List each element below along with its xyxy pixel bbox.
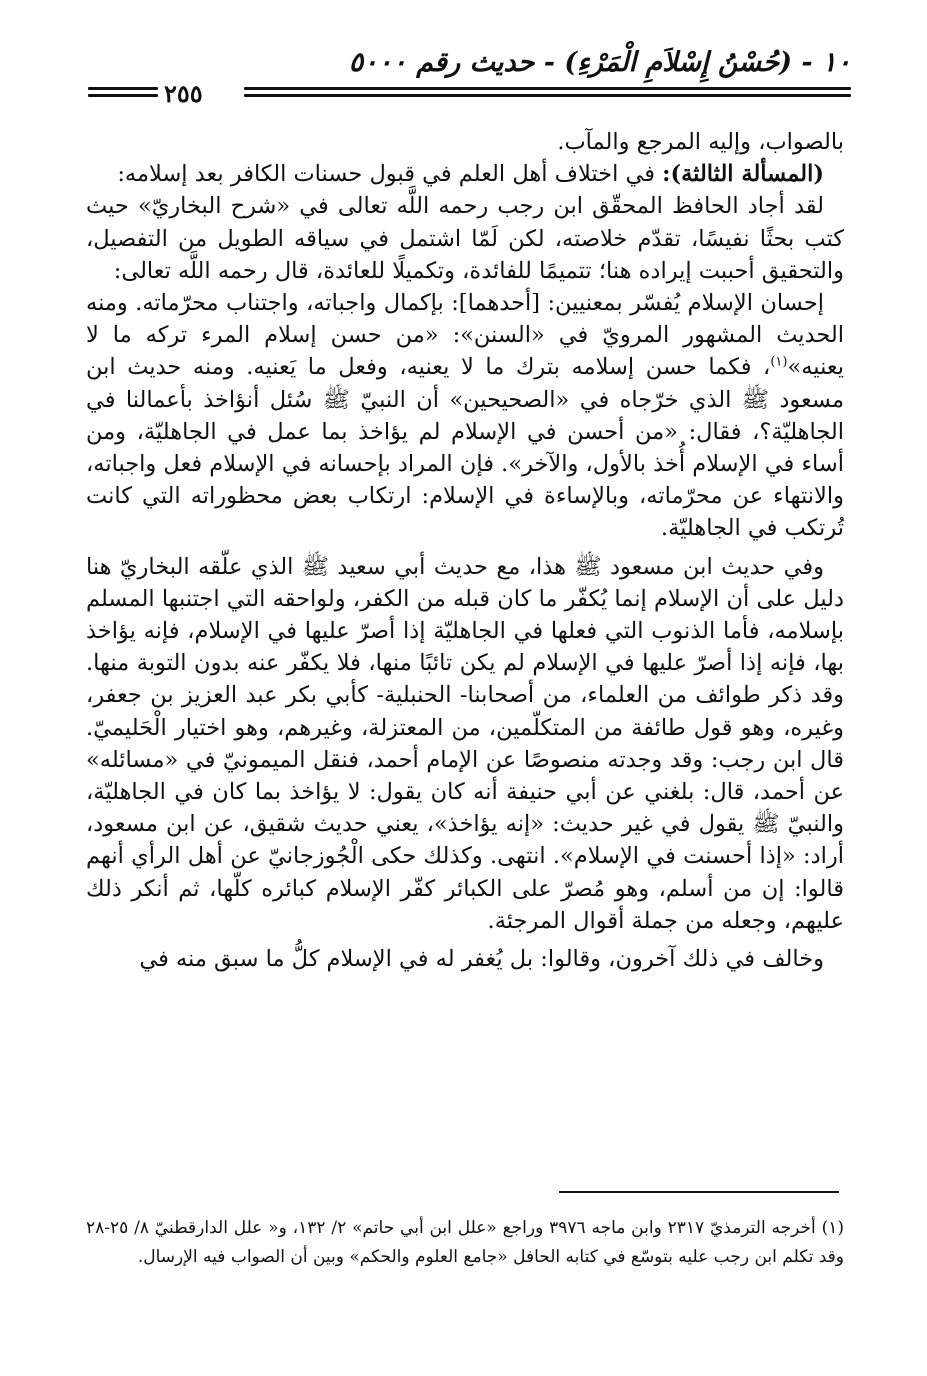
paragraph-section-heading <box>86 158 844 190</box>
paragraph-text-cont: ، فكما حسن إسلامه بترك ما لا يعنيه، وفعل ما يَعنيه. ومنه حديث ابن مسعود ﷺ الذي خرّجاه في «الصحيحين» أن النبيّ ﷺ سُئل أنؤاخذ بأعمالنا في الجاهليّة؟، فقال: «من أحسن في الإسلام لم يؤاخذ بما عمل في الجاهليّة، ومن أساء في الإسلام أُخذ بالأول، والآخر». فإن المراد بإحسانه في الإسلام فعل واجباته، والانتهاء عن محرّماته، وبالإساءة في الإسلام: ارتكاب بعض محظوراته التي كانت تُرتكب في الجاهليّة. <box>86 354 844 542</box>
paragraph-quote <box>86 287 844 545</box>
paragraph-intro <box>86 190 844 287</box>
paragraph-text: بالصواب، وإليه المرجع والمآب. <box>557 129 844 155</box>
chapter-title: ١٠ - (حُسْنُ إِسْلاَمِ الْمَرْءِ) - حديث رقم ٥٠٠٠ <box>348 47 851 78</box>
main-text <box>86 126 844 975</box>
header-rule-long <box>244 87 851 90</box>
header-rule-short-lower <box>88 94 158 97</box>
footnote-reference[interactable]: (١) <box>770 354 788 370</box>
header-rule-short <box>88 87 158 90</box>
paragraph-last <box>86 943 844 975</box>
footnote-separator <box>559 1191 839 1193</box>
page-header <box>88 42 851 108</box>
paragraph-text: وفي حديث ابن مسعود ﷺ هذا، مع حديث أبي سعيد ﷺ الذي علّقه البخاريّ هنا دليل على أن الإسلام إنما يُكفّر ما كان قبله من الكفر، ولواحقه التي اجتنبها المسلم بإسلامه، فأما الذنوب التي فعلها في الجاهليّة إذا أصرّ عليها في الإسلام، فإنه يؤاخذ بها، فإنه إذا أصرّ عليها في الإسلام لم يكن تائبًا منها، فلا يكفّر عنه بدون التوبة منها. وقد ذكر طوائف من العلماء، من أصحابنا- الحنبلية- كأبي بكر عبد العزيز بن جعفر، وغيره، وهو قول طائفة من المتكلّمين، من المعتزلة، وغيرهم، وهو اختيار الْحَليميّ. قال ابن رجب: وقد وجدته منصوصًا عن الإمام أحمد، فنقل الميمونيّ في «مسائله» عن أحمد، قال: بلغني عن أبي حنيفة أنه كان يقول: لا يؤاخذ بما كان في الجاهليّة، والنبيّ ﷺ يقول في غير حديث: «إنه يؤاخذ»، يعني حديث شقيق، عن ابن مسعود، أراد: «إذا أحسنت في الإسلام». انتهى. وكذلك حكى الْجُوزجانيّ عن أهل الرأي أنهم قالوا: إن من أسلم، وهو مُصرّ على الكبائر كفّر الإسلام كبائره كلّها، ثم أنكر ذلك عليهم، وجعله من جملة أقوال المرجئة. <box>86 553 844 934</box>
header-rule-long-lower <box>244 94 851 97</box>
footnotes <box>86 1214 844 1272</box>
paragraph-text: إحسان الإسلام يُفسّر بمعنيين: [أحدهما]: بإكمال واجباته، واجتناب محرّماته. ومنه الحديث المشهور المرويّ في «السنن»: «من حسن إسلام المرء تركه ما لا يعنيه» <box>86 290 844 381</box>
section-heading: (المسألة الثالثة): <box>662 161 824 188</box>
footnote-item: (١) أخرجه الترمذيّ ٢٣١٧ وابن ماجه ٣٩٧٦ وراجع «علل ابن أبي حاتم» ٢/ ١٣٢، و« علل الدارقطنيّ ٨/ ٢٥-٢٨ وقد تكلم ابن رجب عليه بتوسّع في كتابه الحافل «جامع العلوم والحكم» وبين أن الصواب فيه الإرسال. <box>86 1218 845 1267</box>
paragraph-discussion <box>86 551 844 937</box>
paragraph-continuation <box>86 126 844 158</box>
page-number: ٢٥٥ <box>164 79 203 108</box>
paragraph-text: لقد أجاد الحافظ المحقّق ابن رجب رحمه اللَّه تعالى في «شرح البخاريّ» حيث كتب بحثًا نفيسًا، تقدّم خلاصته، لكن لَمّا اشتمل في سياقه الطويل من التفصيل، والتحقيق أحببت إيراده هنا؛ تتميمًا للفائدة، وتكميلًا للعائدة، قال رحمه اللَّه تعالى: <box>86 193 844 284</box>
paragraph-text: وخالف في ذلك آخرون، وقالوا: بل يُغفر له في الإسلام كلُّ ما سبق منه في <box>139 946 824 973</box>
paragraph-text: في اختلاف أهل العلم في قبول حسنات الكافر بعد إسلامه: <box>117 161 663 188</box>
